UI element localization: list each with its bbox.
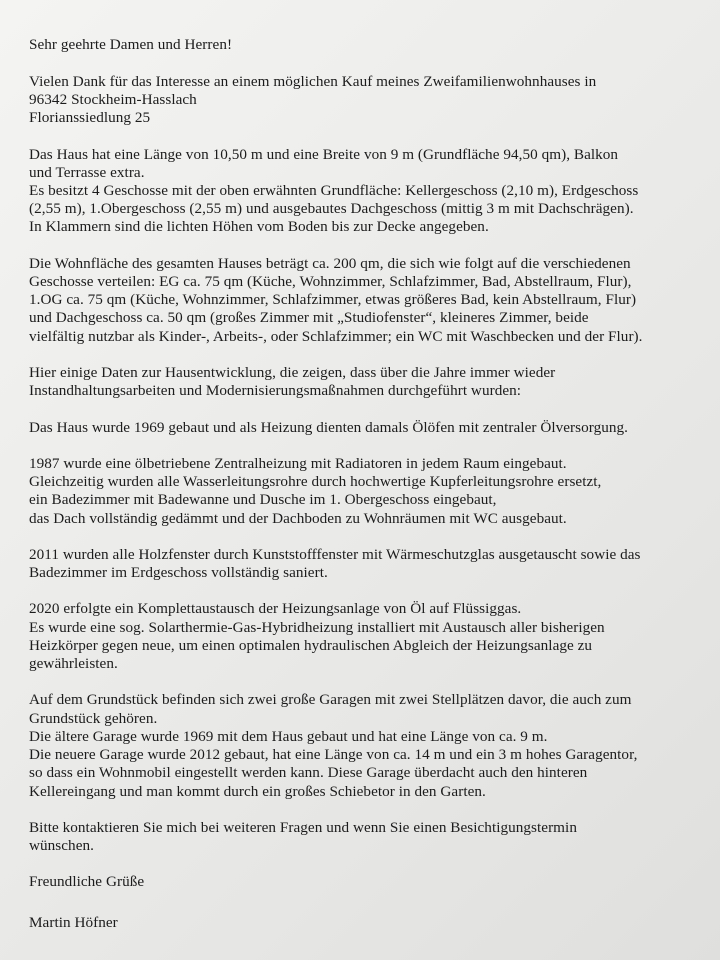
intro-line: 96342 Stockheim-Hasslach [29, 90, 197, 108]
dimensions-line: Das Haus hat eine Länge von 10,50 m und eine Breite von 9 m (Grundfläche 94,50 qm), Balkon [29, 145, 619, 163]
history-2020-line: Es wurde eine sog. Solarthermie-Gas-Hybridheizung installiert mit Austausch aller bisherigen [29, 618, 605, 636]
signature [29, 914, 696, 932]
history-1987-line: Gleichzeitig wurden alle Wasserleitungsrohre durch hochwertige Kupferleitungsrohre ersetzt, [29, 473, 602, 491]
history-2011-line: 2011 wurden alle Holzfenster durch Kunststofffenster mit Wärmeschutzglas ausgetauscht sowie das [29, 545, 641, 563]
garages-line: Die ältere Garage wurde 1969 mit dem Haus gebaut und hat eine Länge von ca. 9 m. [29, 727, 548, 745]
history-1987-paragraph [29, 455, 696, 528]
closing-line: Freundliche Grüße [29, 873, 145, 891]
living-area-paragraph [29, 255, 696, 346]
garages-line: Grundstück gehören. [29, 709, 158, 727]
history-intro-paragraph [29, 364, 696, 400]
closing [29, 873, 696, 891]
garages-paragraph [29, 691, 696, 800]
dimensions-line: (2,55 m), 1.Obergeschoss (2,55 m) und ausgebautes Dachgeschoss (mittig 3 m mit Dachschrägen). [29, 200, 634, 218]
garages-line: Auf dem Grundstück befinden sich zwei große Garagen mit zwei Stellplätzen davor, die auch zum [29, 691, 632, 709]
history-intro-line: Instandhaltungsarbeiten und Modernisierungsmaßnahmen durchgeführt wurden: [29, 382, 522, 400]
history-2020-paragraph [29, 600, 696, 673]
history-2011-paragraph [29, 546, 696, 582]
history-1987-line: ein Badezimmer mit Badewanne und Dusche im 1. Obergeschoss eingebaut, [29, 491, 497, 509]
contact-paragraph [29, 819, 696, 855]
contact-line: wünschen. [29, 837, 94, 855]
living-area-line: Geschosse verteilen: EG ca. 75 qm (Küche, Wohnzimmer, Schlafzimmer, Bad, Abstellraum, Flur), [29, 272, 632, 290]
history-2011-line: Badezimmer im Erdgeschoss vollständig saniert. [29, 564, 328, 582]
garages-line: so dass ein Wohnmobil eingestellt werden kann. Diese Garage überdacht auch den hinteren [29, 764, 588, 782]
history-2020-line: gewährleisten. [29, 655, 118, 673]
dimensions-line: Es besitzt 4 Geschosse mit der oben erwähnten Grundfläche: Kellergeschoss (2,10 m), Erdgeschoss [29, 181, 639, 199]
living-area-line: Die Wohnfläche des gesamten Hauses beträgt ca. 200 qm, die sich wie folgt auf die verschiedenen [29, 254, 631, 272]
intro-paragraph [29, 73, 696, 128]
intro-line: Vielen Dank für das Interesse an einem möglichen Kauf meines Zweifamilienwohnhauses in [29, 72, 597, 90]
garages-line: Die neuere Garage wurde 2012 gebaut, hat eine Länge von ca. 14 m und ein 3 m hohes Garagentor, [29, 746, 638, 764]
intro-line: Florianssiedlung 25 [29, 109, 151, 127]
dimensions-line: und Terrasse extra. [29, 163, 145, 181]
salutation [29, 36, 696, 54]
dimensions-paragraph [29, 146, 696, 237]
living-area-line: 1.OG ca. 75 qm (Küche, Wohnzimmer, Schlafzimmer, etwas größeres Bad, kein Abstellraum, Flur) [29, 291, 637, 309]
dimensions-line: In Klammern sind die lichten Höhen vom Boden bis zur Decke angegeben. [29, 218, 489, 236]
history-1987-line: 1987 wurde eine ölbetriebene Zentralheizung mit Radiatoren in jedem Raum eingebaut. [29, 454, 567, 472]
history-1969-line: Das Haus wurde 1969 gebaut und als Heizung dienten damals Ölöfen mit zentraler Ölversorgung. [29, 418, 629, 436]
garages-line: Kellereingang und man kommt durch ein großes Schiebetor in den Garten. [29, 782, 486, 800]
living-area-line: vielfältig nutzbar als Kinder-, Arbeits-, oder Schlafzimmer; ein WC mit Waschbecken und der Flur). [29, 327, 643, 345]
living-area-line: und Dachgeschoss ca. 50 qm (großes Zimmer mit „Studiofenster“, kleineres Zimmer, beide [29, 309, 589, 327]
history-2020-line: Heizkörper gegen neue, um einen optimalen hydraulischen Abgleich der Heizungsanlage zu [29, 636, 593, 654]
contact-line: Bitte kontaktieren Sie mich bei weiteren Fragen und wenn Sie einen Besichtigungstermin [29, 818, 577, 836]
history-1987-line: das Dach vollständig gedämmt und der Dachboden zu Wohnräumen mit WC ausgebaut. [29, 509, 567, 527]
history-intro-line: Hier einige Daten zur Hausentwicklung, die zeigen, dass über die Jahre immer wieder [29, 363, 556, 381]
salutation-line: Sehr geehrte Damen und Herren! [29, 36, 233, 53]
signature-name: Martin Höfner [29, 913, 118, 931]
history-2020-line: 2020 erfolgte ein Komplettaustausch der Heizungsanlage von Öl auf Flüssiggas. [29, 600, 522, 618]
history-1969-paragraph [29, 419, 696, 437]
